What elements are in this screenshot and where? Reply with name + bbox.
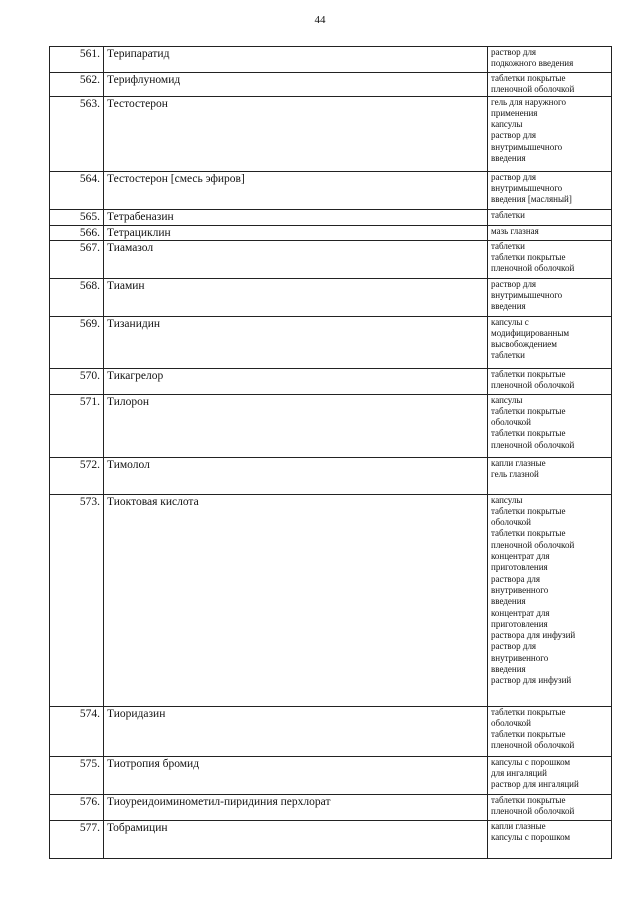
dosage-form-line: капли глазные: [491, 820, 546, 831]
row-number: 561.: [50, 47, 104, 73]
dosage-form-line: внутримышечного: [491, 182, 563, 193]
dosage-form-line: таблетки покрытые: [491, 528, 566, 539]
dosage-form-line: раствор для: [491, 278, 537, 289]
drug-table: [49, 46, 612, 859]
row-number: 570.: [50, 368, 104, 394]
dosage-form-line: введения: [491, 153, 526, 164]
dosage-form-line: применения: [491, 107, 538, 118]
dosage-forms: [488, 73, 612, 97]
table-row: [50, 225, 612, 240]
table-row: [50, 706, 612, 756]
dosage-forms: [488, 394, 612, 457]
table-row: [50, 73, 612, 97]
dosage-forms: [488, 316, 612, 368]
drug-name: Терипаратид: [104, 47, 488, 73]
dosage-form-line: таблетки покрытые: [491, 368, 566, 379]
dosage-form-line: введения: [491, 664, 526, 675]
dosage-form-line: внутримышечного: [491, 289, 563, 300]
dosage-form-line: таблетки: [491, 350, 526, 361]
dosage-form-line: таблетки покрытые: [491, 706, 566, 717]
dosage-form-line: раствор для: [491, 47, 537, 57]
dosage-form-line: пленочной оболочкой: [491, 263, 575, 274]
dosage-form-line: пленочной оболочкой: [491, 805, 575, 816]
drug-name: Тиоктовая кислота: [104, 494, 488, 706]
dosage-form-line: капсулы: [491, 494, 523, 505]
dosage-form-line: гель глазной: [491, 468, 539, 479]
dosage-forms: [488, 820, 612, 858]
dosage-form-line: таблетки покрытые: [491, 73, 566, 83]
dosage-form-line: таблетки покрытые: [491, 729, 566, 740]
dosage-form-line: внутримышечного: [491, 141, 563, 152]
table-row: [50, 278, 612, 316]
dosage-form-line: оболочкой: [491, 417, 531, 428]
row-number: 565.: [50, 209, 104, 225]
row-number: 572.: [50, 457, 104, 494]
dosage-form-line: капли глазные: [491, 457, 546, 468]
row-number: 563.: [50, 96, 104, 171]
drug-name: Тетрациклин: [104, 225, 488, 240]
drug-name: Тиоридазин: [104, 706, 488, 756]
dosage-forms: [488, 706, 612, 756]
dosage-form-line: таблетки покрытые: [491, 251, 566, 262]
drug-name: Тиамазол: [104, 240, 488, 278]
dosage-form-line: пленочной оболочкой: [491, 439, 575, 450]
table-row: [50, 368, 612, 394]
dosage-form-line: пленочной оболочкой: [491, 379, 575, 390]
row-number: 564.: [50, 171, 104, 209]
row-number: 567.: [50, 240, 104, 278]
drug-name: Тиамин: [104, 278, 488, 316]
drug-name: Тилорон: [104, 394, 488, 457]
dosage-form-line: мазь глазная: [491, 225, 539, 236]
table-row: [50, 457, 612, 494]
dosage-forms: [488, 794, 612, 820]
drug-name: Тикагрелор: [104, 368, 488, 394]
dosage-form-line: введения [масляный]: [491, 194, 572, 205]
dosage-form-line: таблетки покрытые: [491, 428, 566, 439]
dosage-forms: [488, 457, 612, 494]
row-number: 568.: [50, 278, 104, 316]
row-number: 566.: [50, 225, 104, 240]
dosage-form-line: капсулы: [491, 119, 523, 130]
row-number: 573.: [50, 494, 104, 706]
table-row: [50, 209, 612, 225]
dosage-form-line: капсулы: [491, 394, 523, 405]
row-number: 574.: [50, 706, 104, 756]
table-row: [50, 494, 612, 706]
table-row: [50, 756, 612, 794]
dosage-forms: [488, 225, 612, 240]
drug-name: Терифлуномид: [104, 73, 488, 97]
dosage-form-line: пленочной оболочкой: [491, 84, 575, 95]
table-row: [50, 47, 612, 73]
row-number: 571.: [50, 394, 104, 457]
table-row: [50, 394, 612, 457]
drug-name: Тизанидин: [104, 316, 488, 368]
dosage-form-line: раствор для: [491, 130, 537, 141]
dosage-form-line: раствор для ингаляций: [491, 779, 579, 790]
dosage-form-line: капсулы с порошком: [491, 831, 571, 842]
dosage-form-line: таблетки покрытые: [491, 505, 566, 516]
dosage-form-line: таблетки: [491, 209, 526, 220]
dosage-form-line: капсулы с: [491, 316, 529, 327]
dosage-forms: [488, 47, 612, 73]
table-row: [50, 240, 612, 278]
dosage-form-line: высвобождением: [491, 339, 557, 350]
dosage-form-line: приготовления: [491, 618, 548, 629]
row-number: 562.: [50, 73, 104, 97]
dosage-form-line: модифицированным: [491, 327, 570, 338]
table-row: [50, 96, 612, 171]
dosage-form-line: для ингаляций: [491, 767, 547, 778]
dosage-form-line: введения: [491, 301, 526, 312]
dosage-forms: [488, 368, 612, 394]
drug-name: Тобрамицин: [104, 820, 488, 858]
dosage-form-line: раствор для: [491, 171, 537, 182]
dosage-forms: [488, 756, 612, 794]
dosage-form-line: таблетки покрытые: [491, 405, 566, 416]
dosage-form-line: приготовления: [491, 562, 548, 573]
page-number: 44: [314, 14, 326, 26]
dosage-forms: [488, 494, 612, 706]
row-number: 576.: [50, 794, 104, 820]
drug-table-body: [50, 47, 612, 859]
drug-name: Тиоуреидоиминометил-пиридиния перхлорат: [104, 794, 488, 820]
table-row: [50, 820, 612, 858]
dosage-form-line: оболочкой: [491, 717, 531, 728]
dosage-form-line: пленочной оболочкой: [491, 539, 575, 550]
dosage-form-line: внутривенного: [491, 652, 549, 663]
dosage-form-line: раствора для инфузий: [491, 630, 576, 641]
row-number: 569.: [50, 316, 104, 368]
dosage-forms: [488, 171, 612, 209]
row-number: 577.: [50, 820, 104, 858]
dosage-form-line: концентрат для: [491, 551, 550, 562]
dosage-forms: [488, 240, 612, 278]
drug-name: Тестостерон: [104, 96, 488, 171]
dosage-forms: [488, 96, 612, 171]
dosage-form-line: таблетки покрытые: [491, 794, 566, 805]
dosage-form-line: раствор для: [491, 641, 537, 652]
dosage-form-line: гель для наружного: [491, 96, 566, 107]
drug-name: Тестостерон [смесь эфиров]: [104, 171, 488, 209]
table-row: [50, 171, 612, 209]
drug-name: Тимолол: [104, 457, 488, 494]
dosage-form-line: концентрат для: [491, 607, 550, 618]
dosage-forms: [488, 209, 612, 225]
dosage-form-line: оболочкой: [491, 517, 531, 528]
dosage-form-line: раствор для инфузий: [491, 675, 572, 686]
drug-name: Тетрабеназин: [104, 209, 488, 225]
dosage-form-line: таблетки: [491, 240, 526, 251]
dosage-form-line: пленочной оболочкой: [491, 740, 575, 751]
table-row: [50, 316, 612, 368]
row-number: 575.: [50, 756, 104, 794]
dosage-form-line: подкожного введения: [491, 58, 574, 69]
drug-name: Тиотропия бромид: [104, 756, 488, 794]
dosage-form-line: капсулы с порошком: [491, 756, 571, 767]
dosage-forms: [488, 278, 612, 316]
dosage-form-line: внутривенного: [491, 584, 549, 595]
table-row: [50, 794, 612, 820]
dosage-form-line: введения: [491, 596, 526, 607]
dosage-form-line: раствора для: [491, 573, 541, 584]
